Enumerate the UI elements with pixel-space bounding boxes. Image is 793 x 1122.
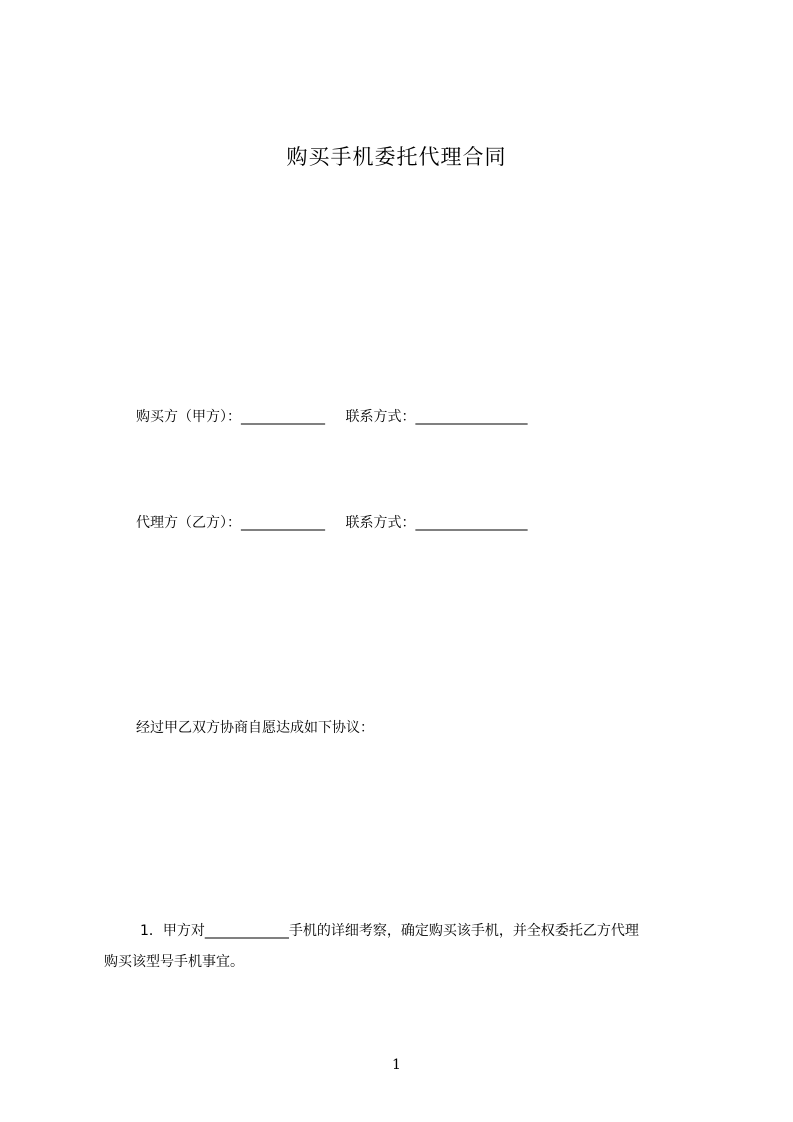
clause-1-blank: ___________ — [204, 923, 282, 939]
agent-contact-label: 联系方式： — [345, 515, 416, 531]
buyer-row — [136, 406, 527, 428]
buyer-contact-label: 联系方式： — [345, 409, 416, 425]
clause-1 — [104, 916, 704, 978]
buyer-label: 购买方（甲方）： — [136, 409, 241, 425]
clause-1-text-before: 甲方对 — [162, 923, 205, 939]
document-title: 购买手机委托代理合同 — [286, 145, 507, 169]
clause-1-number: 1． — [140, 923, 163, 939]
clause-1-text-after: _手机的详细考察，确定购买该手机，并全权委托乙方代理 — [281, 923, 639, 939]
clause-1-first-line — [104, 916, 704, 947]
buyer-name-blank: ____________ — [241, 409, 325, 425]
agent-label: 代理方（乙方）： — [136, 515, 241, 531]
clause-1-continuation: 购买该型号手机事宜。 — [104, 954, 244, 970]
agent-contact-blank: ________________ — [415, 515, 528, 531]
page-number: 1 — [392, 1057, 401, 1073]
agent-name-blank: ____________ — [241, 515, 325, 531]
agreement-intro: 经过甲乙双方协商自愿达成如下协议： — [136, 720, 374, 736]
buyer-contact-blank: ________________ — [415, 409, 528, 425]
agent-row — [136, 512, 527, 534]
